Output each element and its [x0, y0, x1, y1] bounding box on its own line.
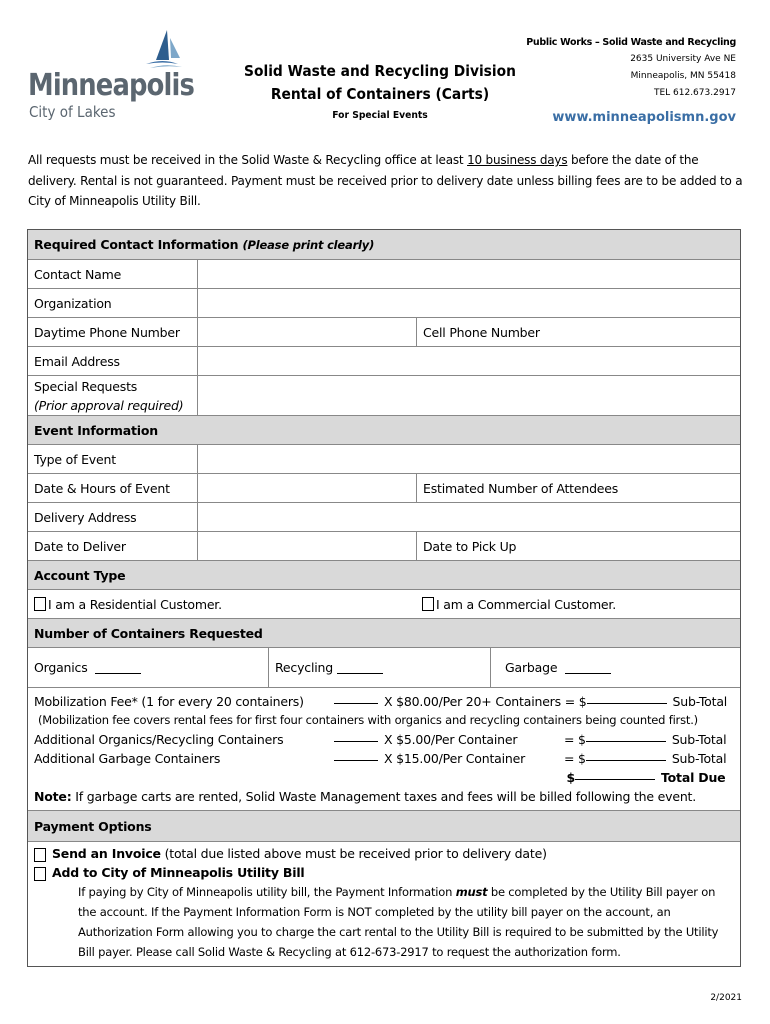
invoice-checkbox[interactable] — [34, 848, 46, 862]
mobilization-note: (Mobilization fee covers rental fees for first four containers with organics and recycling containers being counted first.) — [38, 713, 698, 727]
commercial-option[interactable]: I am a Commercial Customer. — [416, 590, 740, 618]
utility-bill-option[interactable]: Add to City of Minneapolis Utility Bill — [34, 863, 734, 882]
organization-field[interactable] — [197, 289, 740, 317]
logo-wordmark: Minneapolis — [28, 68, 194, 103]
utility-bill-instructions: If paying by City of Minneapolis utility bill, the Payment Information must be completed by the Utility Bill payer on the account. If the Payment Information Form is NOT completed by the utility bill payer on the account, an Authorization Form allowing you to charge the cart rental to the Utility Bill is required to be submitted by the Utility Bill payer. Please call Solid Waste & Recycling at 612-673-2917 to request the authorization form. — [78, 885, 719, 959]
garbage-count[interactable]: Garbage — [490, 648, 740, 687]
revision-date: 2/2021 — [710, 993, 742, 1003]
event-type-row — [28, 444, 740, 473]
contact-name-field[interactable] — [197, 260, 740, 288]
minneapolis-logo — [28, 28, 194, 121]
delivery-address-label: Delivery Address — [34, 509, 137, 525]
email-label: Email Address — [34, 353, 120, 369]
cell-phone-label[interactable]: Cell Phone Number — [416, 318, 740, 346]
residential-option[interactable]: I am a Residential Customer. — [28, 590, 416, 618]
mobilization-fee-line: Mobilization Fee* (1 for every 20 containers) X $80.00/Per 20+ Containers = $ Sub-Total — [34, 694, 728, 709]
commercial-checkbox[interactable] — [422, 597, 434, 611]
account-section-header: Account Type — [28, 560, 740, 589]
send-invoice-option[interactable]: Send an Invoice (total due listed above must be received prior to delivery date) — [34, 844, 734, 863]
date-pickup-label[interactable]: Date to Pick Up — [416, 532, 740, 560]
event-section-header: Event Information — [28, 415, 740, 444]
email-field[interactable] — [197, 347, 740, 375]
total-due-line: $ Total Due — [566, 770, 726, 785]
payment-options-block — [28, 841, 740, 966]
event-date-label: Date & Hours of Event — [34, 480, 170, 496]
utility-bill-checkbox[interactable] — [34, 867, 46, 881]
fees-block — [28, 687, 740, 810]
daytime-phone-label: Daytime Phone Number — [34, 324, 180, 340]
business-days: 10 business days — [467, 153, 568, 167]
document-title — [230, 60, 530, 121]
title-special-events: For Special Events — [332, 110, 428, 121]
mobilization-qty[interactable] — [334, 692, 378, 704]
additional-organics-amount[interactable] — [586, 730, 666, 742]
event-date-row — [28, 473, 740, 502]
event-date-field[interactable] — [197, 474, 416, 502]
phone-row — [28, 317, 740, 346]
delivery-address-row — [28, 502, 740, 531]
recycling-count[interactable]: Recycling — [268, 648, 490, 687]
additional-garbage-amount[interactable] — [586, 749, 666, 761]
department-address — [526, 34, 736, 126]
container-counts-row — [28, 647, 740, 687]
email-row — [28, 346, 740, 375]
contact-name-label: Contact Name — [34, 266, 122, 282]
additional-garbage-qty[interactable] — [334, 749, 378, 761]
payment-section-header: Payment Options — [28, 810, 740, 841]
date-deliver-label: Date to Deliver — [34, 538, 126, 554]
additional-organics-line: Additional Organics/Recycling Containers X $5.00/Per Container = $ Sub-Total — [34, 732, 727, 747]
organics-count[interactable]: Organics — [28, 648, 268, 687]
date-deliver-field[interactable] — [197, 532, 416, 560]
total-due-amount[interactable] — [575, 768, 655, 780]
street-address: 2635 University Ave NE — [630, 54, 736, 64]
rental-form — [27, 229, 741, 967]
organization-label: Organization — [34, 295, 112, 311]
additional-garbage-line: Additional Garbage Containers X $15.00/Per Container = $ Sub-Total — [34, 751, 727, 766]
logo-tagline: City of Lakes — [29, 103, 116, 121]
garbage-tax-note: Note: If garbage carts are rented, Solid Waste Management taxes and fees will be billed following the event. — [34, 789, 697, 804]
additional-organics-qty[interactable] — [334, 730, 378, 742]
organization-row — [28, 288, 740, 317]
title-division: Solid Waste and Recycling Division — [244, 62, 516, 80]
special-requests-row — [28, 375, 740, 415]
containers-section-header: Number of Containers Requested — [28, 618, 740, 647]
telephone: TEL 612.673.2917 — [653, 88, 736, 98]
daytime-phone-field[interactable] — [197, 318, 416, 346]
attendees-label[interactable]: Estimated Number of Attendees — [416, 474, 740, 502]
department-name: Public Works – Solid Waste and Recycling — [526, 37, 736, 48]
contact-name-row — [28, 259, 740, 288]
event-type-field[interactable] — [197, 445, 740, 473]
delivery-dates-row — [28, 531, 740, 560]
delivery-address-field[interactable] — [197, 503, 740, 531]
mobilization-amount[interactable] — [587, 692, 667, 704]
website-link[interactable]: www.minneapolismn.gov — [552, 110, 736, 125]
sailboat-icon — [28, 28, 188, 73]
event-type-label: Type of Event — [34, 451, 116, 467]
title-rental: Rental of Containers (Carts) — [270, 85, 490, 103]
intro-paragraph: All requests must be received in the Solid Waste & Recycling office at least 10 business days before the date of the delivery. Rental is not guaranteed. Payment must be received prior to delivery date unless billing fees are to be added to a City of Minneapolis Utility Bill. — [28, 153, 743, 208]
city-address: Minneapolis, MN 55418 — [630, 71, 736, 81]
special-requests-label: Special Requests (Prior approval required) — [34, 378, 184, 413]
contact-section-header: Required Contact Information (Please print clearly) — [28, 230, 740, 259]
special-requests-field[interactable] — [197, 376, 740, 415]
account-type-row — [28, 589, 740, 618]
residential-checkbox[interactable] — [34, 597, 46, 611]
